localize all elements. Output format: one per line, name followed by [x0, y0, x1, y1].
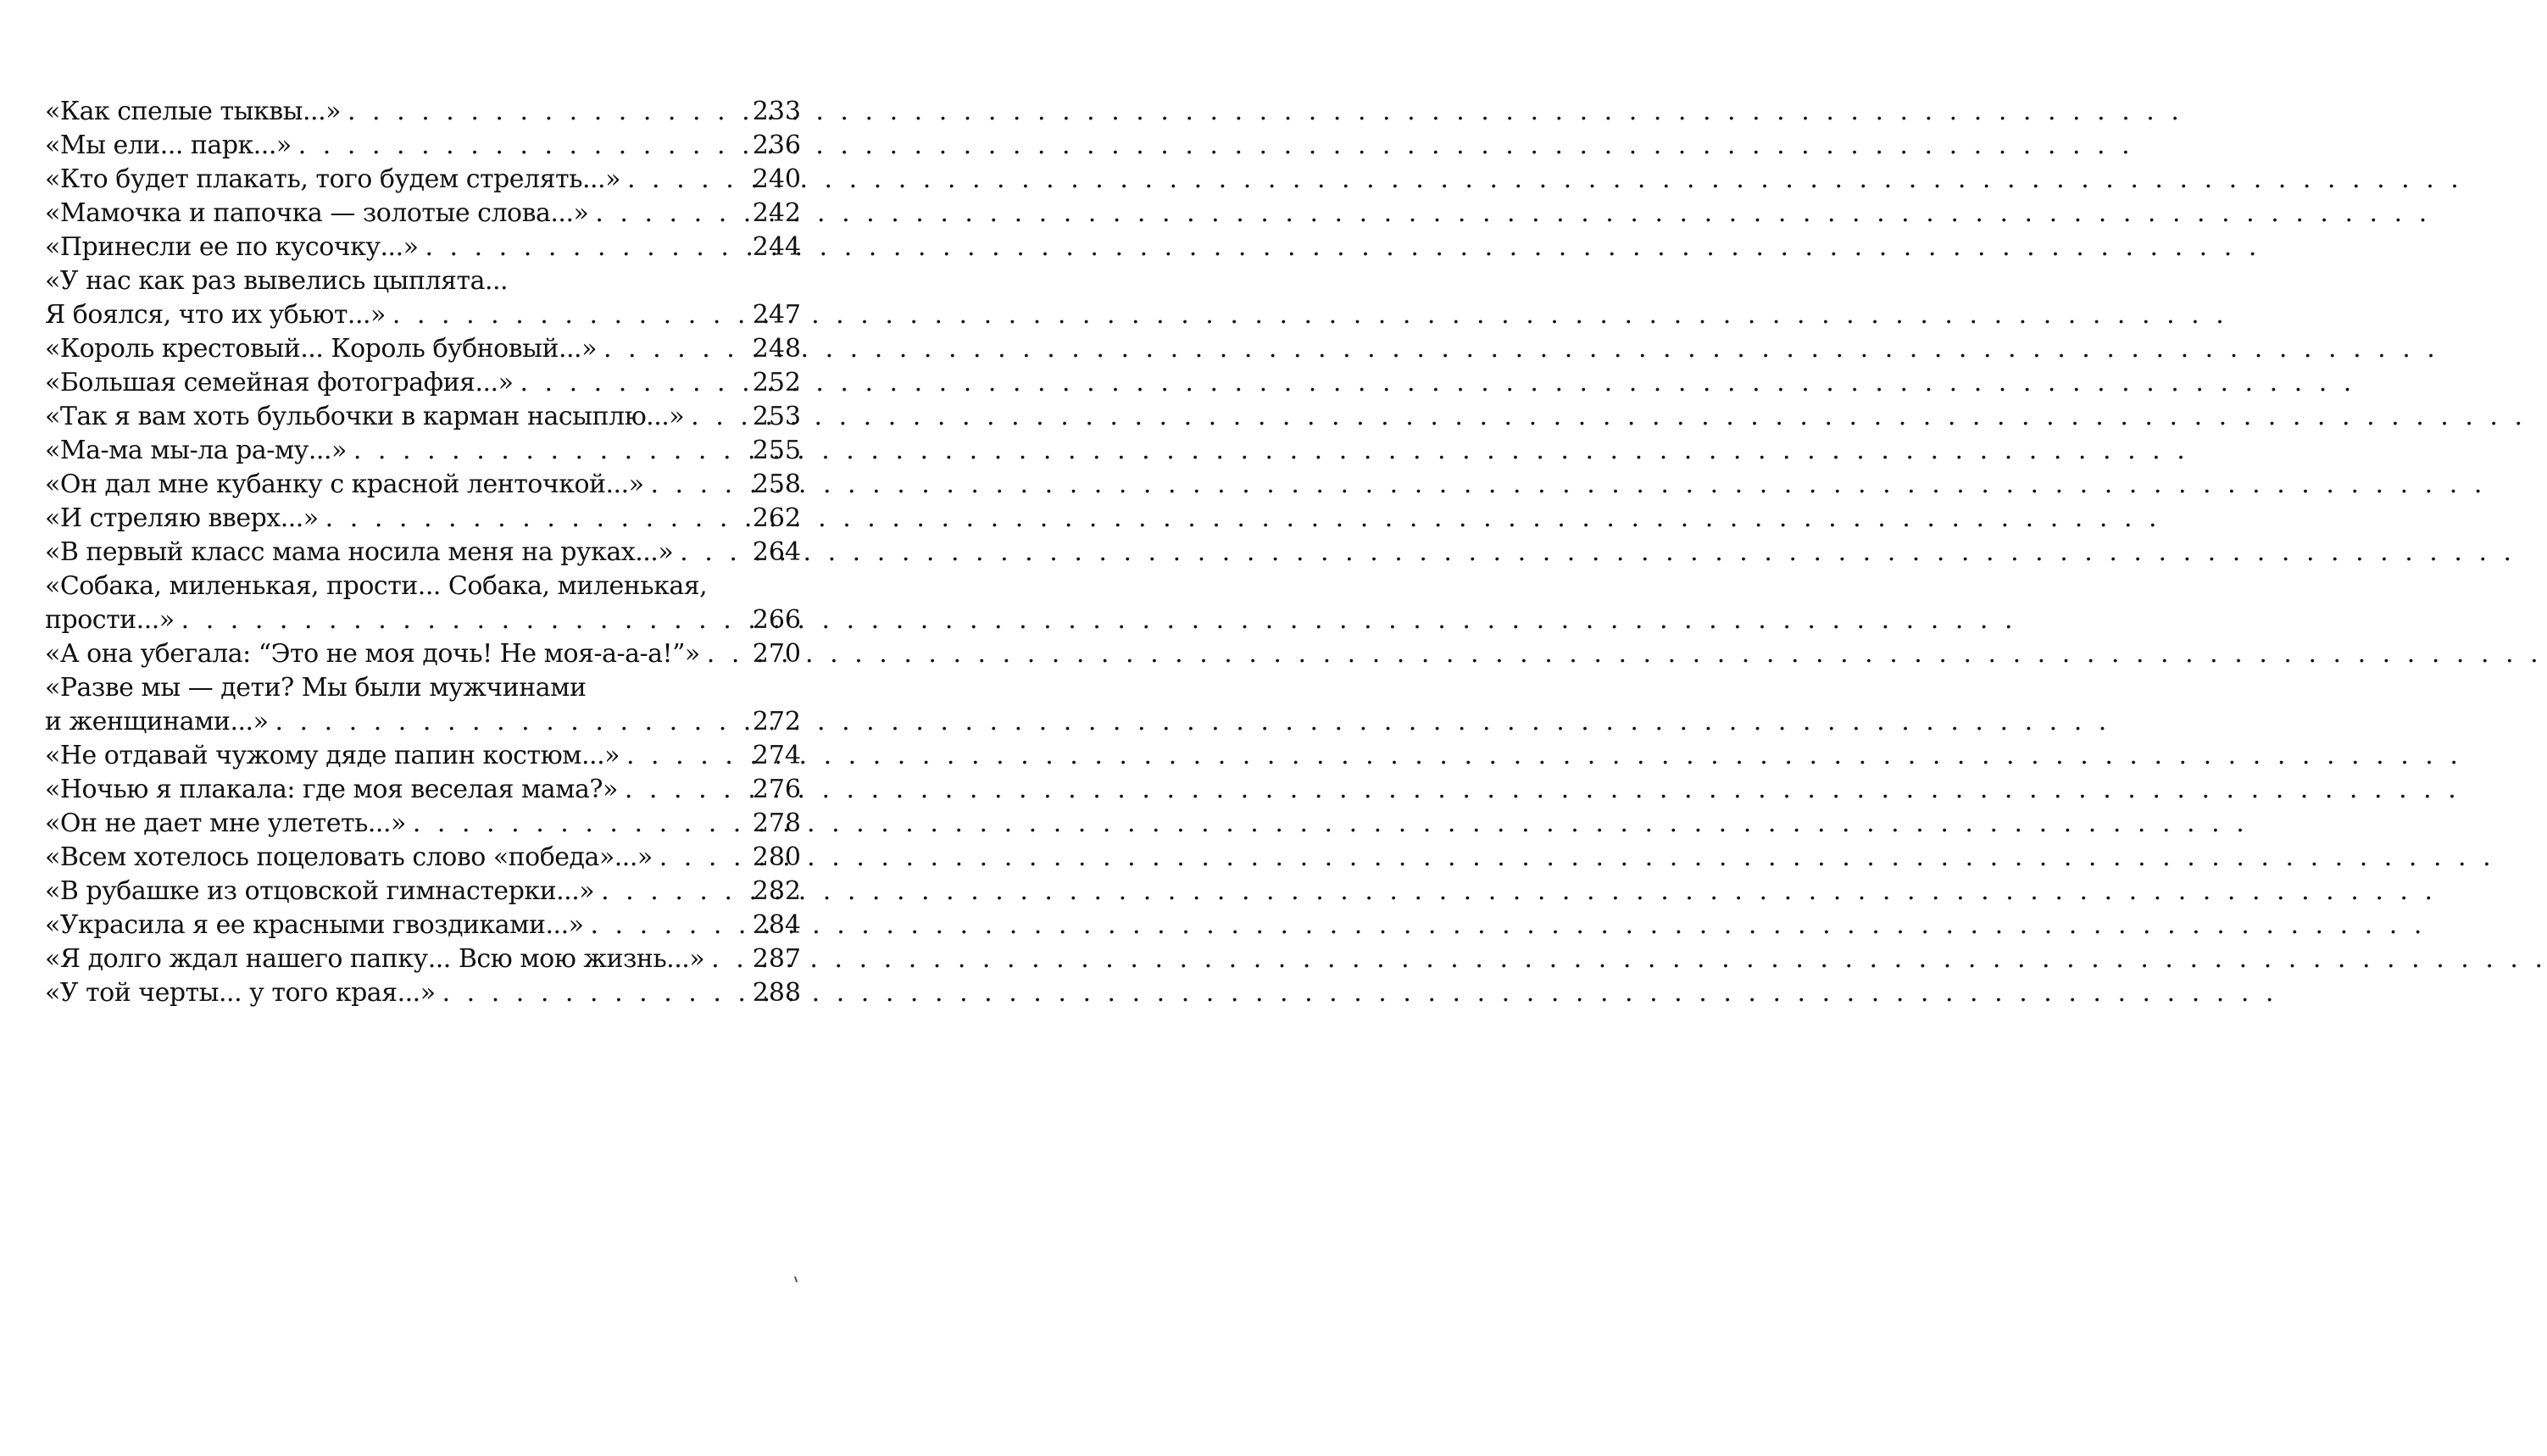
toc-entry [45, 95, 801, 129]
toc-entry [45, 197, 801, 231]
toc-entry-title: Я боялся, что их убьют...» [45, 300, 386, 330]
toc-entry-line [45, 739, 801, 773]
toc-entry [45, 231, 801, 264]
toc-entry-line [45, 841, 801, 875]
toc-entry [45, 332, 801, 366]
toc-entry-title: «Кто будет плакать, того будем стрелять...» [45, 164, 620, 194]
toc-entry [45, 129, 801, 163]
toc-entry-title: «Мы ели... парк...» [45, 131, 292, 160]
toc-entry [45, 909, 801, 942]
toc-page-number: 288 [752, 978, 801, 1008]
toc-entry [45, 773, 801, 807]
toc-entry-line [45, 332, 801, 366]
toc-entry-line [45, 163, 801, 197]
toc-page-number: 280 [752, 842, 801, 872]
toc-entry-title: «Разве мы — дети? Мы были мужчинами [45, 673, 587, 703]
toc-page-number: 252 [752, 368, 801, 397]
toc-entry-line [45, 129, 801, 163]
toc-page-number: 253 [752, 402, 801, 431]
toc-entry-title: «И стреляю вверх...» [45, 503, 319, 533]
dot-leader [442, 976, 747, 1010]
toc-entry [45, 400, 801, 434]
toc-entry-line [45, 637, 801, 671]
toc-entry-title: «Так я вам хоть бульбочки в карман насыплю...» [45, 402, 685, 431]
toc-entry [45, 366, 801, 400]
toc-page-number: 244 [752, 232, 801, 262]
dot-leader [650, 468, 747, 502]
dot-leader [590, 909, 747, 942]
toc-entry-title: «Ночью я плакала: где моя веселая мама?» [45, 775, 618, 804]
toc-page-number: 264 [752, 537, 801, 567]
dot-leader [520, 366, 747, 400]
toc-entry [45, 942, 801, 976]
toc-entry [45, 163, 801, 197]
toc-entry [45, 739, 801, 773]
dot-leader [413, 807, 747, 841]
dot-leader [275, 705, 747, 739]
dot-leader [680, 536, 747, 570]
toc-entry-title: «В рубашке из отцовской гимнастерки...» [45, 876, 595, 906]
toc-page-number: 262 [752, 503, 801, 533]
toc-page-number: 240 [752, 164, 801, 194]
toc-entry-line [45, 264, 801, 298]
toc-entry-title: «А она убегала: “Это не моя дочь! Не моя-а-а-а!”» [45, 639, 700, 669]
toc-entry [45, 637, 801, 671]
toc-page-number: 266 [752, 605, 801, 635]
toc-entry-title: «Король крестовый... Король бубновый...» [45, 334, 597, 364]
toc-entry-title: «Принесли ее по кусочку...» [45, 232, 419, 262]
toc-page-number: 272 [752, 707, 801, 736]
toc-entry-title: «Я долго ждал нашего папку... Всю мою жизнь...» [45, 944, 705, 974]
toc-entry-line [45, 468, 801, 502]
toc-entry [45, 264, 801, 332]
dot-leader [627, 163, 747, 197]
toc-entry-title: «Украсила я ее красными гвоздиками...» [45, 910, 584, 940]
toc-entry-line [45, 502, 801, 536]
dot-leader [691, 400, 747, 434]
toc-entry-line [45, 434, 801, 468]
toc-entry-line [45, 807, 801, 841]
toc-page-number: 278 [752, 809, 801, 838]
dot-leader [392, 298, 747, 332]
toc-entry-line [45, 909, 801, 942]
toc-entry-line [45, 231, 801, 264]
toc-entry [45, 841, 801, 875]
toc-entry-line [45, 298, 801, 332]
dot-leader [595, 197, 747, 231]
toc-entry-title: «У нас как раз вывелись цыплята... [45, 266, 509, 296]
dot-leader [181, 603, 747, 637]
toc-entry [45, 570, 801, 637]
toc-entry-title: «Всем хотелось поцеловать слово «победа»...» [45, 842, 653, 872]
toc-page-number: 276 [752, 775, 801, 804]
dot-leader [603, 332, 747, 366]
toc-entry-title: «Как спелые тыквы...» [45, 97, 341, 126]
dot-leader [707, 637, 747, 671]
toc-page-number: 242 [752, 198, 801, 228]
toc-page-number: 248 [752, 334, 801, 364]
toc-entry-line [45, 366, 801, 400]
toc-page-number: 284 [752, 910, 801, 940]
toc-entry [45, 807, 801, 841]
toc-entry-title: «Не отдавай чужому дяде папин костюм...» [45, 741, 620, 770]
toc-entry [45, 536, 801, 570]
toc-page-number: 233 [752, 97, 801, 126]
toc-entry-line [45, 400, 801, 434]
toc-entry-title: «У той черты... у того края...» [45, 978, 436, 1008]
toc-entry [45, 976, 801, 1010]
toc-entry-line [45, 197, 801, 231]
dot-leader [348, 95, 747, 129]
toc-entry-line [45, 570, 801, 603]
table-of-contents [45, 95, 801, 1010]
toc-entry-line [45, 536, 801, 570]
toc-page-number: 258 [752, 470, 801, 499]
toc-entry-line [45, 773, 801, 807]
toc-page-number: 270 [752, 639, 801, 669]
toc-page-number: 247 [752, 300, 801, 330]
dot-leader [659, 841, 747, 875]
toc-entry-title: «Большая семейная фотография...» [45, 368, 514, 397]
dot-leader [625, 773, 747, 807]
toc-entry [45, 468, 801, 502]
toc-entry-line [45, 705, 801, 739]
dot-leader [601, 875, 747, 909]
dot-leader [626, 739, 747, 773]
toc-entry-title: «Собака, миленькая, прости... Собака, миленькая, [45, 571, 708, 601]
dot-leader [425, 231, 747, 264]
toc-entry [45, 671, 801, 739]
toc-entry-line [45, 976, 801, 1010]
toc-page-number: 287 [752, 944, 801, 974]
toc-page-number: 274 [752, 741, 801, 770]
toc-entry-line [45, 671, 801, 705]
book-page [0, 0, 848, 1456]
dot-leader [298, 129, 747, 163]
toc-entry [45, 875, 801, 909]
toc-page-number: 255 [752, 436, 801, 465]
toc-entry-title: прости...» [45, 605, 175, 635]
toc-page-number: 236 [752, 131, 801, 160]
toc-entry-title: «Ма-ма мы-ла ра-му...» [45, 436, 347, 465]
stray-print-mark [794, 1276, 798, 1282]
toc-entry-title: «В первый класс мама носила меня на руках...» [45, 537, 674, 567]
toc-page-number: 282 [752, 876, 801, 906]
dot-leader [353, 434, 747, 468]
toc-entry-line [45, 875, 801, 909]
toc-entry [45, 434, 801, 468]
toc-entry-line [45, 95, 801, 129]
toc-entry [45, 502, 801, 536]
toc-entry-line [45, 942, 801, 976]
dot-leader [711, 942, 747, 976]
toc-entry-title: «Он не дает мне улететь...» [45, 809, 406, 838]
toc-entry-line [45, 603, 801, 637]
toc-entry-title: и женщинами...» [45, 707, 269, 736]
toc-entry-title: «Он дал мне кубанку с красной ленточкой...» [45, 470, 644, 499]
toc-entry-title: «Мамочка и папочка — золотые слова...» [45, 198, 589, 228]
dot-leader [325, 502, 747, 536]
